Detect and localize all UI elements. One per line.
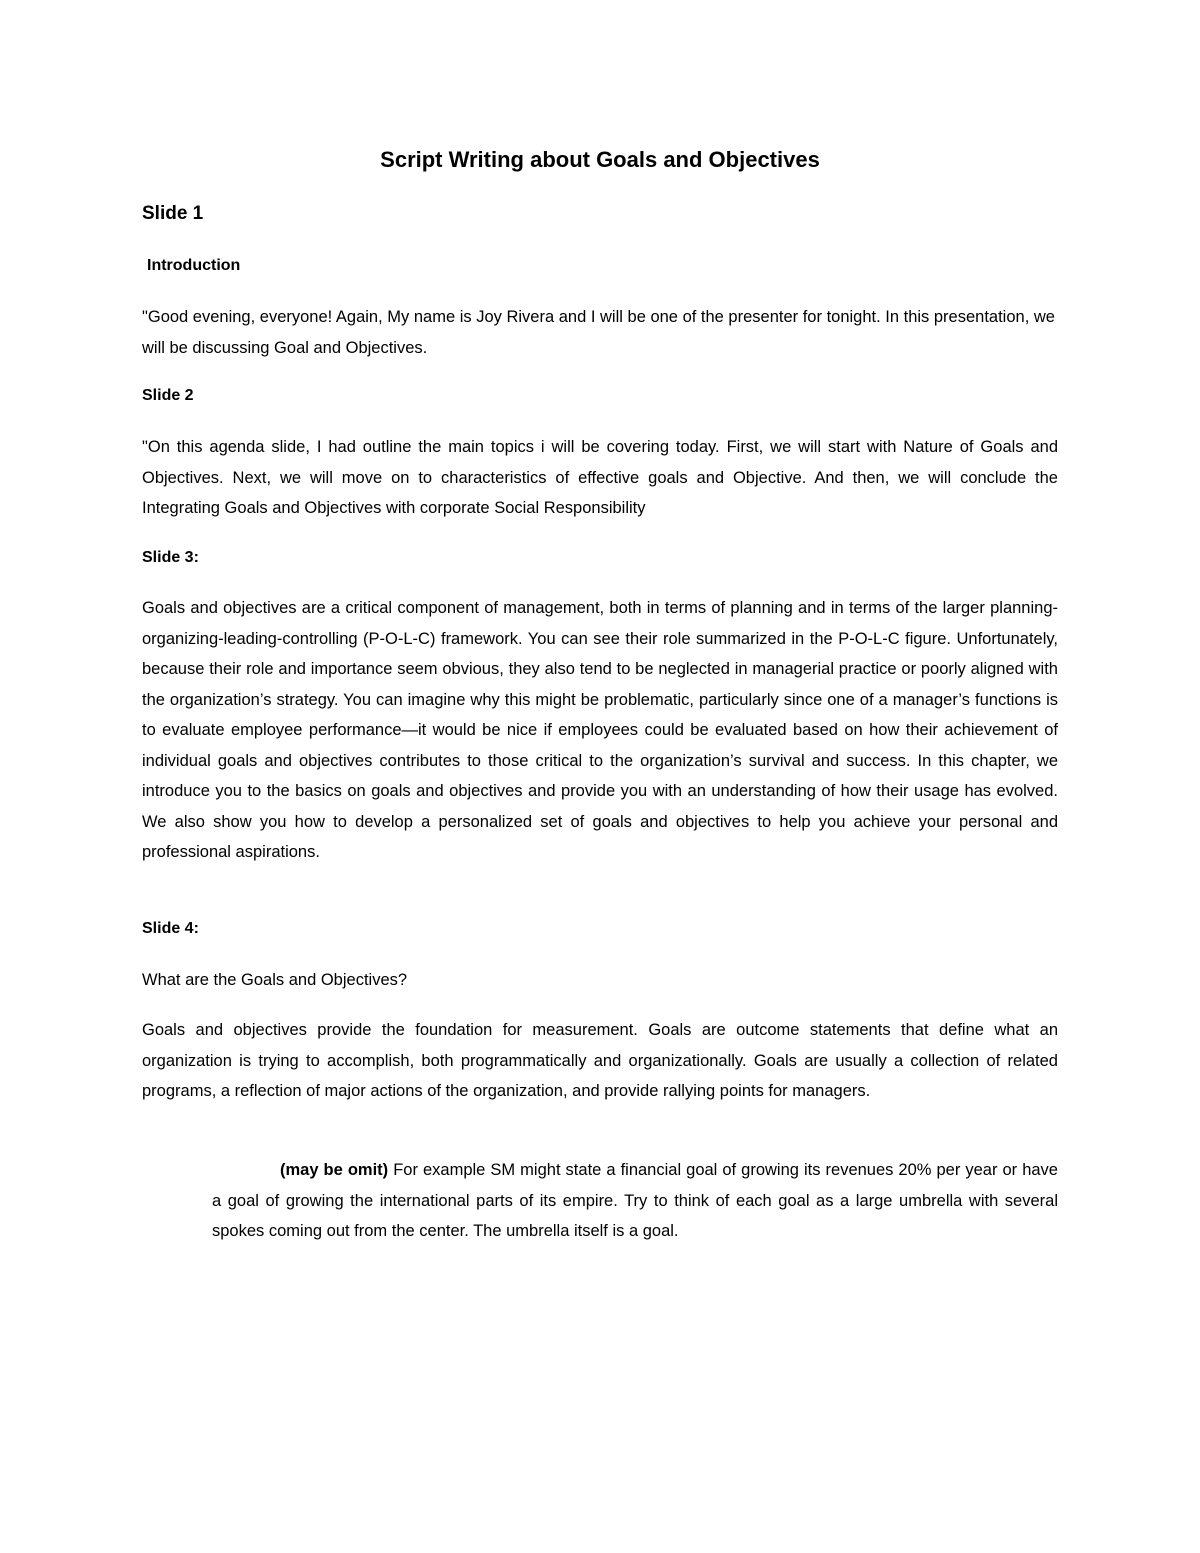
slide-3-paragraph: Goals and objectives are a critical component of management, both in terms of planning and in terms of the larger planning-organizing-leading-controlling (P-O-L-C) framework. You can see their role summarized in the P-O-L-C figure. Unfortunately, because their role and importance seem obvious, they also tend to be neglected in managerial practice or poorly aligned with the organization’s strategy. You can imagine why this might be problematic, particularly since one of a manager’s functions is to evaluate employee performance—it would be nice if employees could be evaluated based on how their achievement of individual goals and objectives contributes to those critical to the organization’s survival and success. In this chapter, we introduce you to the basics on goals and objectives and provide you with an understanding of how their usage has evolved. We also show you how to develop a personalized set of goals and objectives to help you achieve your personal and professional aspirations. — [142, 599, 1058, 861]
slide-4-paragraph: Goals and objectives provide the foundation for measurement. Goals are outcome statements that define what an organization is trying to accomplish, both programmatically and organizationally. Goals are usually a collection of related programs, a reflection of major actions of the organization, and provide rallying points for managers. — [142, 1021, 1058, 1100]
slide-1-paragraph: "Good evening, everyone! Again, My name is Joy Rivera and I will be one of the presenter for tonight. In this presentation, we will be discussing Goal and Objectives. — [142, 308, 1055, 357]
slide-2-paragraph: "On this agenda slide, I had outline the main topics i will be covering today. First, we will start with Nature of Goals and Objectives. Next, we will move on to characteristics of effective goals and Objective. And then, we will conclude the Integrating Goals and Objectives with corporate Social Responsibility — [142, 438, 1058, 517]
note-text: For example SM might state a financial goal of growing its revenues 20% per year or have a goal of growing the international parts of its empire. Try to think of each goal as a large umbrella with several spokes coming out from the center. The umbrella itself is a goal. — [212, 1161, 1058, 1240]
slide-4-heading: Slide 4: — [142, 920, 199, 937]
slide-1-subheading: Introduction — [147, 257, 241, 274]
slide-1-heading: Slide 1 — [142, 203, 204, 224]
slide-4-question: What are the Goals and Objectives? — [142, 971, 408, 989]
slide-4-note — [212, 1155, 1058, 1247]
slide-2-heading: Slide 2 — [142, 387, 194, 404]
slide-3-heading: Slide 3: — [142, 549, 199, 566]
note-label: (may be omit) — [280, 1161, 389, 1179]
page-title: Script Writing about Goals and Objectives — [380, 147, 820, 172]
